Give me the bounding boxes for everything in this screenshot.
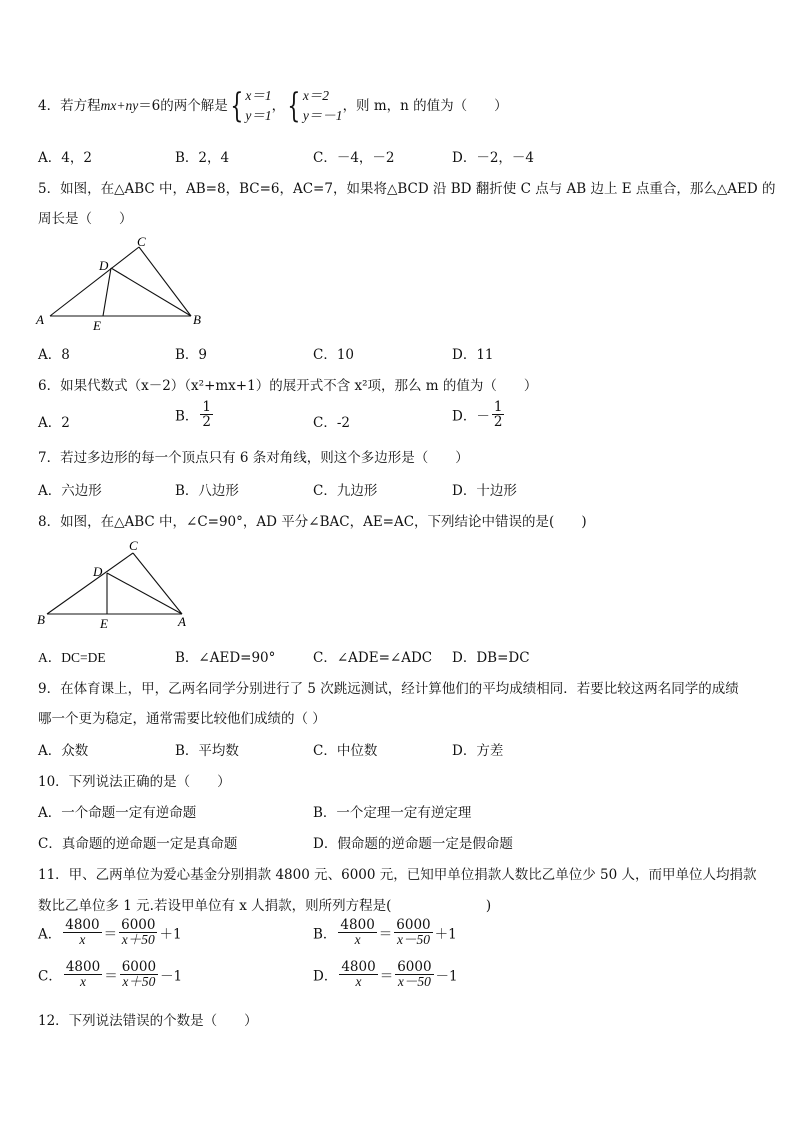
q4-brace-2: {	[287, 86, 301, 127]
q11-option-c-tail: －1	[160, 968, 183, 985]
q8-option-b: B．∠AED=90°	[175, 650, 276, 666]
q5-stem-line2: 周长是（ ）	[38, 211, 133, 227]
q5-label-e: E	[93, 318, 101, 333]
q4-stem-pre: 4．若方程	[38, 97, 101, 114]
q4-option-b: B．2，4	[175, 150, 230, 166]
q11-option-b-right-fraction	[394, 918, 432, 947]
q8-label-c: C	[129, 538, 138, 553]
q7-option-a: A．六边形	[38, 483, 102, 499]
q10-stem: 10．下列说法正确的是（ ）	[38, 774, 231, 790]
q6-option-b-label: B．	[175, 408, 199, 425]
q9-option-a: A．众数	[38, 743, 89, 759]
q11-option-b-equals: ＝	[378, 926, 393, 943]
q11-option-d-left-num: 4800	[341, 959, 376, 975]
q4-stem: 4．若方程mx+ny＝6的两个解是{ x＝1 y＝1，{ x＝2 y＝－1，则 m，n 的值为（ ）	[38, 86, 508, 127]
q11-option-b-left-den: x	[354, 932, 361, 948]
q10-option-a: A．一个命题一定有逆命题	[38, 805, 197, 821]
q8-label-b: B	[37, 612, 45, 627]
q11-option-b-right-num: 6000	[396, 917, 431, 933]
q8-option-a: A．DC=DE	[38, 650, 106, 665]
q6-option-b	[175, 400, 215, 429]
q5-side-ac	[50, 247, 139, 316]
q11-option-c-left-den: x	[80, 974, 87, 990]
q11-option-b-left-fraction	[338, 918, 376, 947]
q8-side-ca	[133, 553, 182, 614]
q9-option-b: B．平均数	[175, 743, 239, 759]
q5-side-cb	[139, 247, 191, 316]
q4-sys2-eq1: x＝2	[302, 88, 330, 103]
q11-option-b-left-num: 4800	[340, 917, 375, 933]
q11-option-a-equals: ＝	[103, 926, 118, 943]
q5-stem-line1: 5．如图，在△ABC 中，AB=8，BC=6，AC=7，如果将△BCD 沿 BD 翻折使 C 点与 AB 边上 E 点重合，那么△AED 的	[38, 181, 776, 197]
q11-option-c-equals: ＝	[104, 968, 118, 985]
q10-option-b: B．一个定理一定有逆定理	[313, 805, 472, 821]
q4-system-1	[245, 86, 271, 127]
q11-option-d-left-den: x	[355, 974, 362, 990]
q5-option-d: D．11	[452, 347, 494, 363]
q7-option-b: B．八边形	[175, 483, 239, 499]
q6-option-d-denominator: 2	[493, 414, 503, 431]
q4-brace-1: {	[230, 86, 244, 127]
q7-option-c: C．九边形	[313, 483, 378, 499]
q9-option-c: C．中位数	[313, 743, 378, 759]
q10-option-c: C．真命题的逆命题一定是真命题	[38, 836, 238, 852]
q8-option-c: C．∠ADE=∠ADC	[313, 650, 433, 666]
q5-option-b: B．9	[175, 347, 208, 363]
q11-option-a-label: A．	[38, 926, 62, 943]
q11-option-a-left-fraction	[63, 918, 101, 947]
q5-option-a: A．8	[38, 347, 70, 363]
q6-option-c: C．-2	[313, 415, 350, 431]
q5-label-a: A	[36, 312, 44, 327]
q5-segment-db	[111, 268, 191, 316]
q6-option-d-label: D．－	[452, 408, 490, 425]
q11-option-d-left-fraction	[339, 960, 377, 989]
q8-stem: 8．如图，在△ABC 中，∠C=90°，AD 平分∠BAC，AE=AC，下列结论中错误的是( )	[38, 514, 587, 530]
q6-option-b-denominator: 2	[202, 414, 212, 431]
q11-option-c-label: C．	[38, 968, 62, 985]
q12-stem: 12．下列说法错误的个数是（ ）	[38, 1013, 258, 1029]
q11-option-c-right-den: x＋50	[122, 974, 156, 990]
q5-triangle-figure	[32, 234, 212, 334]
q11-option-a-right-den: x＋50	[121, 932, 155, 948]
q6-option-b-numerator: 1	[202, 399, 212, 415]
q5-label-b: B	[193, 312, 201, 327]
q4-option-c: C．－4，－2	[313, 150, 395, 166]
q4-stem-mid: ＝6的两个解是	[138, 97, 228, 114]
q4-stem-end: ，则 m，n 的值为（ ）	[342, 97, 508, 114]
q4-sys2-eq2: y＝－1	[302, 108, 343, 124]
q11-option-c-left-num: 4800	[65, 959, 101, 975]
q8-segment-ad	[107, 573, 182, 614]
q11-option-b-right-den: x－50	[396, 932, 430, 948]
q8-label-e: E	[100, 616, 108, 631]
q8-option-d: D．DB=DC	[452, 650, 530, 666]
q9-stem-line2: 哪一个更为稳定，通常需要比较他们成绩的（ ）	[38, 711, 326, 727]
q11-option-a-left-den: x	[79, 932, 86, 948]
q11-stem-line1: 11．甲、乙两单位为爱心基金分别捐款 4800 元、6000 元，已知甲单位捐款人数比乙单位少 50 人，而甲单位人均捐款	[38, 867, 757, 883]
q9-option-d: D．方差	[452, 743, 504, 759]
q11-option-d-equals: ＝	[379, 968, 394, 985]
q11-option-d-tail: －1	[435, 968, 458, 985]
q8-label-d: D	[93, 564, 103, 579]
q11-option-a-right-num: 6000	[121, 917, 156, 933]
q4-option-d: D．－2，－4	[452, 150, 535, 166]
q11-option-c-right-num: 6000	[121, 959, 157, 975]
q4-system-2	[303, 86, 343, 127]
q11-option-b	[313, 918, 457, 947]
q8-label-a: A	[178, 614, 186, 629]
q4-option-a: A．4，2	[38, 150, 92, 166]
q7-option-d: D．十边形	[452, 483, 517, 499]
q4-sys1-eq2: y＝1	[245, 108, 272, 124]
q11-option-a-tail: ＋1	[159, 926, 182, 943]
q11-option-d-right-fraction	[395, 960, 433, 989]
q11-option-a	[38, 918, 182, 947]
q11-option-d-right-den: x－50	[397, 974, 431, 990]
q6-option-d	[452, 400, 506, 429]
q6-stem: 6．如果代数式（x－2）（x²+mx+1）的展开式不含 x²项，那么 m 的值为（ ）	[38, 378, 538, 394]
q4-sys1-eq1: x＝1	[245, 88, 272, 103]
q11-option-c	[38, 960, 182, 989]
q5-label-d: D	[99, 258, 109, 273]
q11-option-b-tail: ＋1	[434, 926, 457, 943]
q11-option-c-left-fraction	[64, 960, 102, 989]
q5-label-c: C	[137, 234, 146, 249]
q6-option-b-fraction	[200, 400, 213, 429]
q6-option-d-fraction	[492, 400, 505, 429]
q6-option-d-numerator: 1	[493, 399, 503, 415]
q10-option-d: D．假命题的逆命题一定是假命题	[313, 836, 513, 852]
q11-option-c-right-fraction	[120, 960, 158, 989]
q4-equation: mx+ny	[100, 97, 139, 113]
q11-stem-line2: 数比乙单位多 1 元.若设甲单位有 x 人捐款，则所列方程是( )	[38, 898, 492, 914]
q5-segment-de	[103, 268, 111, 316]
q6-option-a: A．2	[38, 415, 70, 431]
q5-option-c: C．10	[313, 347, 355, 363]
q8-triangle-figure	[32, 536, 202, 636]
q11-option-d	[313, 960, 458, 989]
q7-stem: 7．若过多边形的每一个顶点只有 6 条对角线，则这个多边形是（ ）	[38, 450, 469, 466]
q8-side-bc	[47, 553, 133, 614]
q11-option-a-right-fraction	[119, 918, 157, 947]
q11-option-d-label: D．	[313, 968, 338, 985]
q11-option-a-left-num: 4800	[65, 917, 100, 933]
q9-stem-line1: 9．在体育课上，甲，乙两名同学分别进行了 5 次跳远测试，经计算他们的平均成绩相同．若要比较这两名同学的成绩	[38, 681, 739, 697]
q11-option-b-label: B．	[313, 926, 337, 943]
q11-option-d-right-num: 6000	[397, 959, 432, 975]
